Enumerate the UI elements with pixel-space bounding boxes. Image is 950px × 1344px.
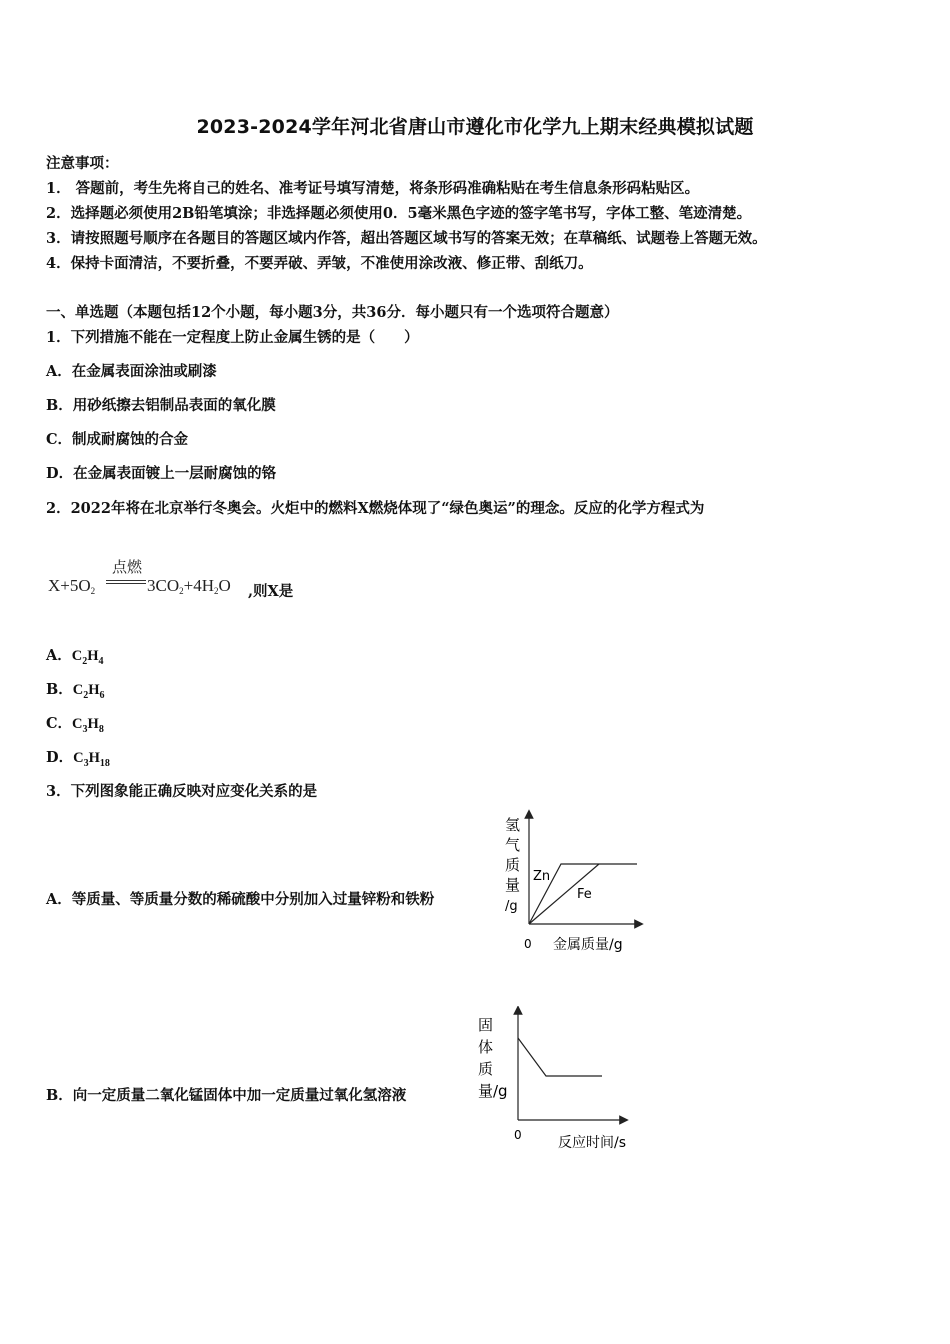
q1-option-c: C．制成耐腐蚀的合金 [46, 431, 189, 448]
q2-option-d: D．$C_3H_{18}$ [46, 749, 110, 769]
equation-bar-top [106, 580, 146, 581]
graph-a [495, 808, 655, 958]
graph-a-ylabel-1: 氢 [505, 816, 521, 834]
equation-condition: 点燃 [111, 560, 142, 576]
graph-b-ylabel-3: 质 [478, 1060, 494, 1078]
q2-option-b: B．$C_2H_6$ [46, 681, 105, 701]
q2-option-c: C．$C_3H_8$ [46, 715, 104, 735]
q1-stem: 1．下列措施不能在一定程度上防止金属生锈的是（ ） [46, 329, 419, 346]
graph-b-ylabel-2: 体 [478, 1038, 494, 1056]
graph-b-line [518, 1038, 602, 1076]
q1-option-a: A．在金属表面涂油或刷漆 [46, 363, 217, 380]
page-title: 2023-2024学年河北省唐山市遵化市化学九上期末经典模拟试题 [196, 116, 754, 138]
graph-b-ylabel-1: 固 [478, 1016, 494, 1034]
graph-a-ylabel-2: 气 [505, 836, 521, 854]
q3-option-b: B．向一定质量二氧化锰固体中加一定质量过氧化氢溶液 [46, 1087, 407, 1104]
graph-a-zn-label: Zn [533, 869, 551, 884]
equation-rhs: $3CO_2+4H_2O$ [147, 576, 231, 596]
notice-item-3: 3．请按照题号顺序在各题目的答题区域内作答，超出答题区域书写的答案无效；在草稿纸、试题卷上答题无效。 [46, 230, 767, 247]
q3-option-a: A．等质量、等质量分数的稀硫酸中分别加入过量锌粉和铁粉 [46, 891, 435, 908]
q2-option-a: A．$C_2H_4$ [46, 647, 104, 667]
equation-question: ,则X是 [248, 583, 294, 600]
notice-item-1: 1． 答题前，考生先将自己的姓名、准考证号填写清楚，将条形码准确粘贴在考生信息条形码粘贴区。 [46, 180, 700, 197]
graph-a-xlabel: 金属质量/g [553, 937, 623, 953]
q3-stem: 3．下列图象能正确反映对应变化关系的是 [46, 783, 318, 800]
graph-a-ylabel-3: 质 [505, 856, 521, 874]
equation-lhs: $X+5O_2$ [48, 576, 96, 596]
graph-b [470, 1006, 655, 1156]
notice-item-2: 2．选择题必须使用2B铅笔填涂；非选择题必须使用0．5毫米黑色字迹的签字笔书写，字体工整、笔迹清楚。 [46, 205, 752, 222]
notice-item-4: 4．保持卡面清洁，不要折叠，不要弄破、弄皱，不准使用涂改液、修正带、刮纸刀。 [46, 255, 593, 272]
graph-a-yunit: /g [505, 899, 518, 914]
graph-b-xlabel: 反应时间/s [558, 1135, 627, 1151]
equation-bar-bottom [106, 583, 146, 584]
q1-option-d: D．在金属表面镀上一层耐腐蚀的铬 [46, 465, 277, 482]
notice-heading: 注意事项： [46, 155, 119, 172]
section-heading: 一、单选题（本题包括12个小题，每小题3分，共36分．每小题只有一个选项符合题意） [46, 304, 619, 321]
graph-b-ylabel-4: 量/g [478, 1082, 508, 1100]
graph-b-origin: 0 [514, 1128, 522, 1142]
graph-a-ylabel-4: 量 [505, 876, 521, 894]
q1-option-b: B．用砂纸擦去铝制品表面的氧化膜 [46, 397, 276, 414]
chemical-equation [48, 556, 468, 604]
graph-a-fe-label: Fe [577, 887, 592, 902]
q2-stem: 2．2022年将在北京举行冬奥会。火炬中的燃料X燃烧体现了“绿色奥运”的理念。反应的化学方程式为 [46, 500, 705, 517]
graph-a-origin: 0 [524, 937, 532, 951]
